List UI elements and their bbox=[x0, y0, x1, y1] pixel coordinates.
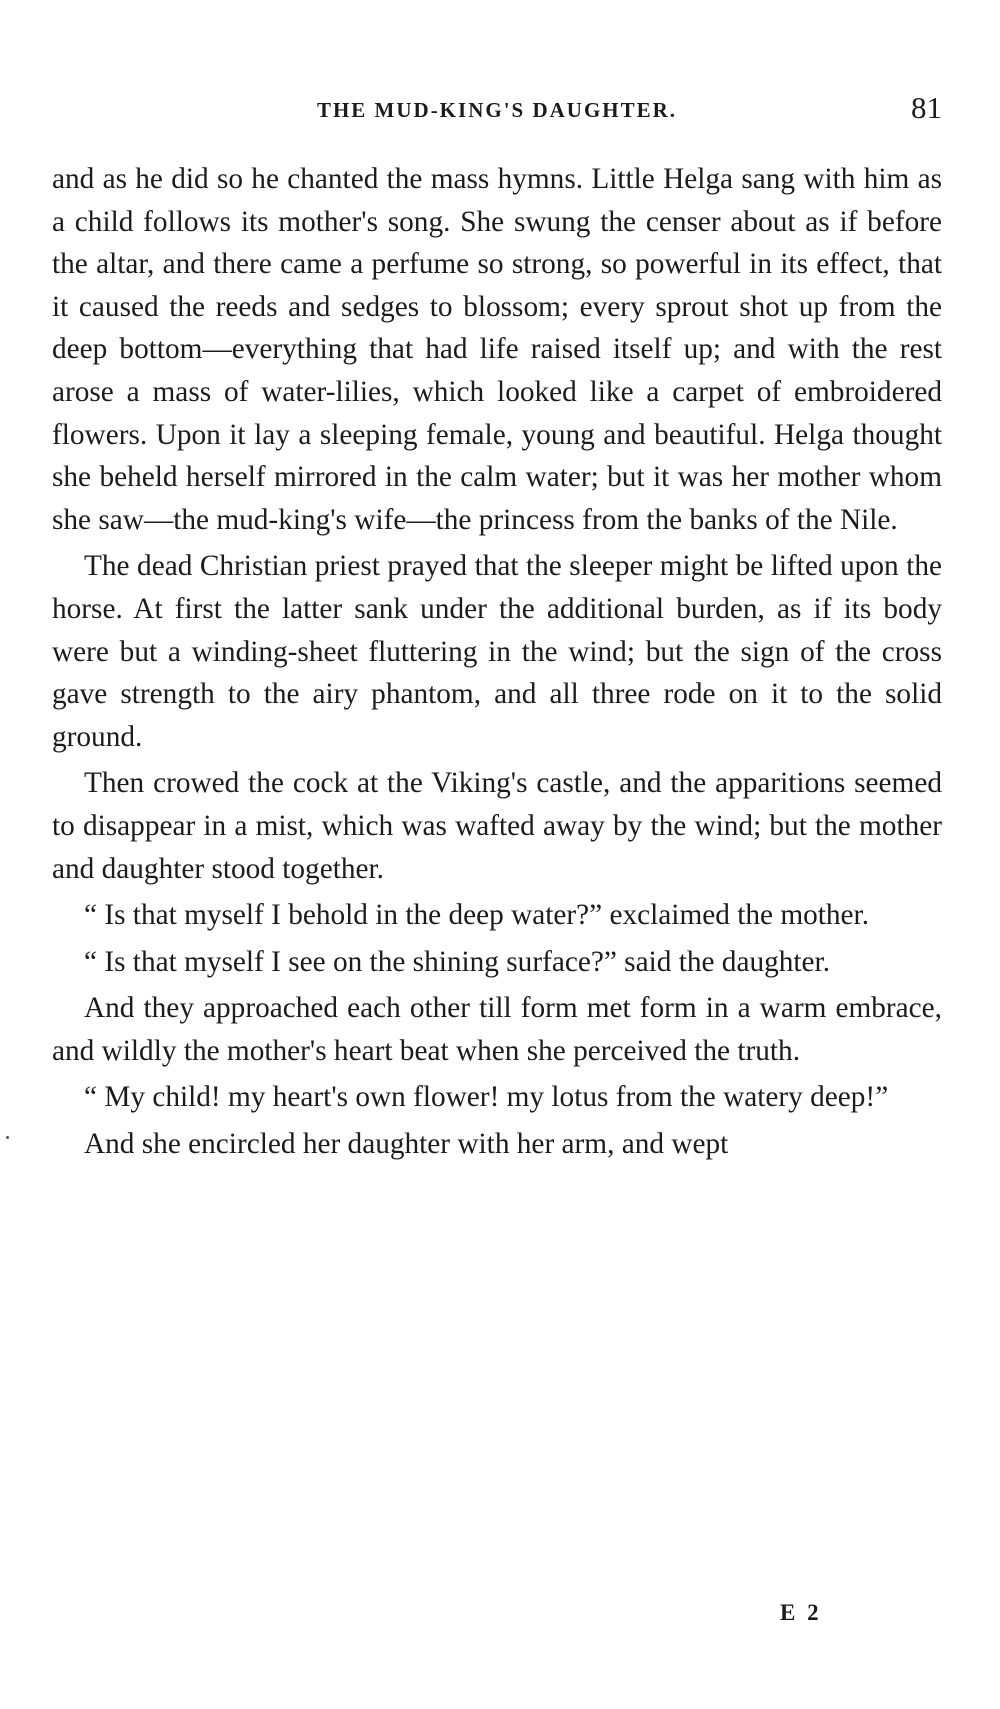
running-title: THE MUD-KING'S DAUGHTER. bbox=[316, 98, 678, 122]
paragraph-5: “ Is that myself I see on the shining surface?” said the daughter. bbox=[84, 945, 831, 978]
paragraph-8: And she encircled her daughter with her arm, and wept bbox=[84, 1128, 729, 1161]
paragraph-4: “ Is that myself I behold in the deep water?” exclaimed the mother. bbox=[84, 899, 870, 932]
paragraph-2: The dead Christian priest prayed that the sleeper might be lifted upon the horse. At first the latter sank under the additional burden, as if its body were but a winding-sheet fluttering in the wind; but the sign of the cross gave strength to the airy phantom, and all three rode on it to the solid ground. bbox=[52, 550, 942, 753]
paragraph-6: And they approached each other till form met form in a warm embrace, and wildly the mother's heart beat when she perceived the truth. bbox=[52, 992, 942, 1067]
paragraph-1: and as he did so he chanted the mass hymns. Little Helga sang with him as a child follows its mother's song. She swung the censer about as if before the altar, and there came a perfume so strong, so powerful in its effect, that it caused the reeds and sedges to blossom; every sprout shot up from the deep bottom—everything that had life raised itself up; and with the rest arose a mass of water-lilies, which looked like a carpet of embroidered flowers. Upon it lay a sleeping female, young and beautiful. Helga thought she beheld herself mirrored in the calm water; but it was her mother whom she saw—the mud-king's wife—the princess from the banks of the Nile. bbox=[52, 163, 942, 536]
margin-mark bbox=[6, 1136, 9, 1139]
signature-mark: E 2 bbox=[780, 1600, 822, 1625]
running-head bbox=[52, 90, 942, 138]
body-text bbox=[52, 158, 942, 1170]
page-number: 81 bbox=[911, 90, 942, 125]
paragraph-7: “ My child! my heart's own flower! my lotus from the watery deep!” bbox=[84, 1081, 889, 1114]
paragraph-3: Then crowed the cock at the Viking's castle, and the apparitions seemed to disappear in a mist, which was wafted away by the wind; but the mother and daughter stood together. bbox=[52, 767, 942, 885]
